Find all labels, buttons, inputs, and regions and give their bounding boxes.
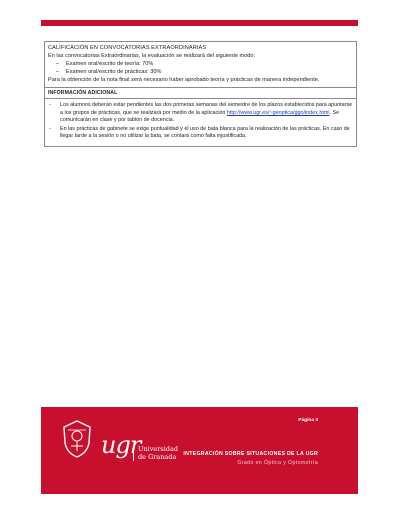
evaluation-note: Para la obtención de la nota final será necesario haber aprobado teoría y prácticas de manera independiente. [48, 77, 320, 84]
evaluation-item: – Examen oral/escrito de teoría: 70% [56, 61, 154, 68]
list-item: - En las prácticas de gabinete se exige puntualidad y el uso de bata blanca para la realización de las prácticas. En caso de llegar tarde a la sesión o no utilizar la bata, se contará como falta injustificada. [49, 125, 350, 140]
footer [41, 407, 358, 494]
ugr-logo-text: ugr [101, 431, 141, 459]
list-item: - Los alumnos deberán estar pendientes las dos primeras semanas del semestre de los plazos establecidos para apuntarse a los grupos de prácticas, que se realizará por medio de la aplicación http://www.ugr.es/~geoptica/ggo/index.html. Se comunicarán en clase y por tablón de docencia. [49, 102, 353, 124]
bullet-text: Los alumnos deberán estar pendientes las dos primeras semanas del semestre de los plazos establecidos para apuntarse a los grupos de prácticas, que se realizará por medio de la aplicación [60, 102, 353, 116]
bullet-text-end: . Se comunicarán en clase y por tablón de docencia. [60, 109, 340, 124]
evaluation-item: – Examen oral/escrito de prácticas: 30% [56, 69, 162, 76]
university-name: Universidad de Granada [133, 445, 178, 461]
practicas-link[interactable]: http://www.ugr.es/~geoptica/ggo/index.html [226, 109, 330, 116]
page-number: Página 3 [298, 418, 318, 423]
evaluation-section [45, 42, 356, 88]
footer-subtitle: INTEGRACIÓN SOBRE SITUACIONES DE LA UGR [183, 451, 318, 457]
footer-degree: Grado en Óptica y Optometría [237, 460, 318, 466]
header-bar [41, 20, 358, 26]
additional-heading: INFORMACIÓN ADICIONAL [45, 88, 356, 99]
evaluation-heading: CALIFICACIÓN EN CONVOCATORIAS EXTRAORDINARIAS [48, 45, 207, 51]
evaluation-intro: En las convocatorias Extraordinarias, la evaluación se realizará del siguiente modo: [48, 53, 256, 60]
info-table [44, 41, 357, 147]
university-crest-icon [62, 419, 92, 459]
bullet-text: En las prácticas de gabinete se exige puntualidad y el uso de bata blanca para la realización de las prácticas. En caso de llegar tarde a la sesión o no utilizar la bata, se contará como falta injustificada. [60, 125, 350, 140]
additional-section [45, 99, 356, 146]
